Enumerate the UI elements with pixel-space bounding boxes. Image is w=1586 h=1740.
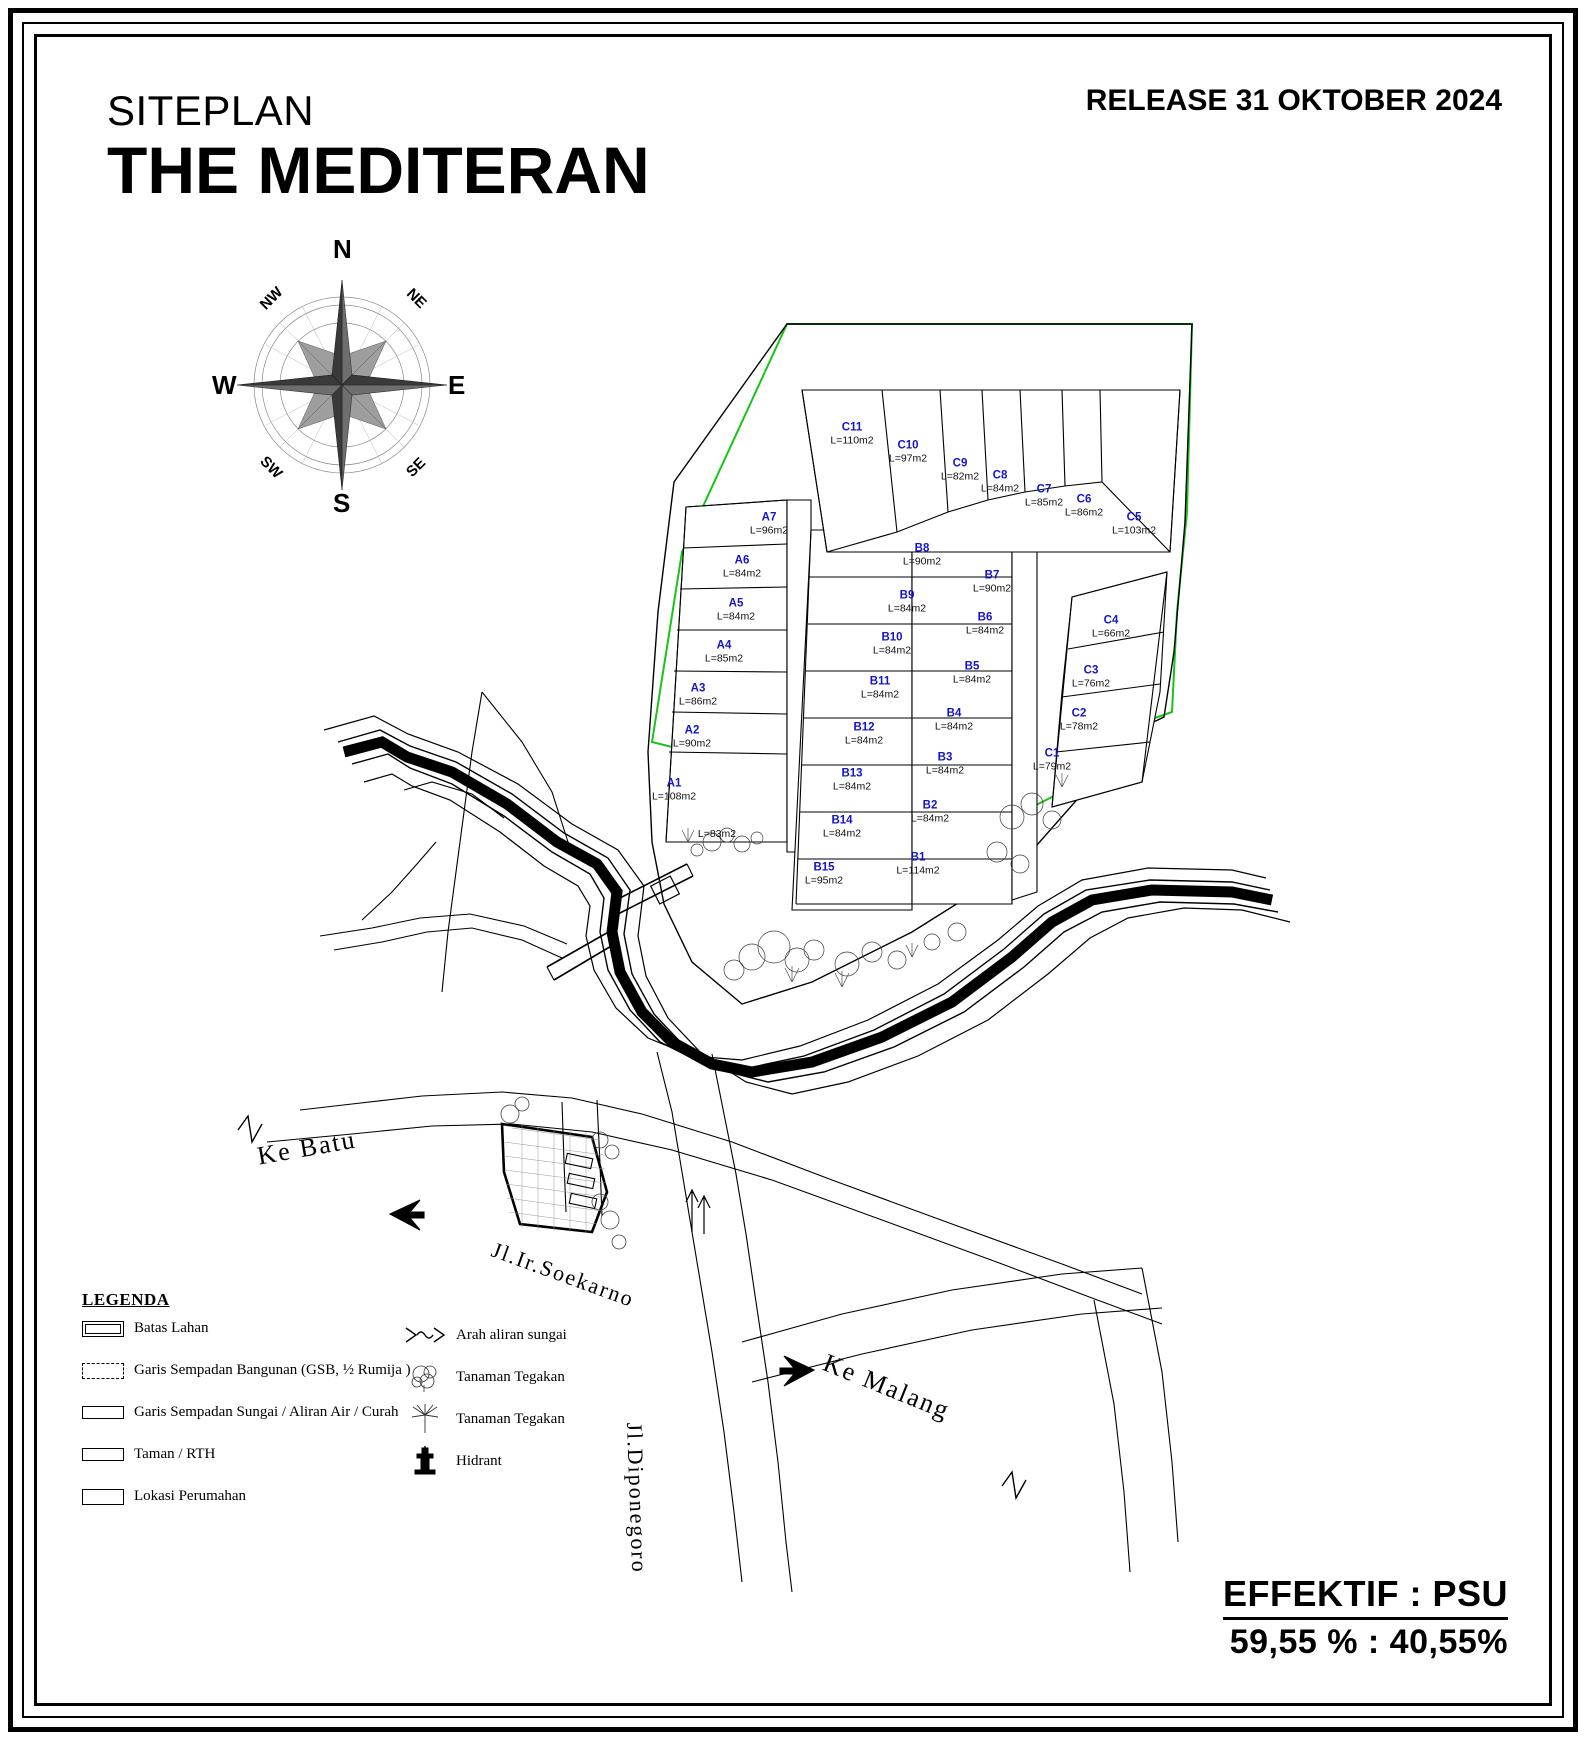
lot-b12: B12 L=84m2 bbox=[844, 721, 884, 747]
street-label-ke-malang: Ke Malang bbox=[819, 1348, 955, 1426]
block-c-top bbox=[802, 390, 1180, 552]
lot-a7: A7 L=96m2 bbox=[749, 511, 789, 537]
hydrant-icon bbox=[404, 1446, 446, 1476]
page-title: THE MEDITERAN bbox=[107, 133, 650, 207]
legend-label: Garis Sempadan Sungai / Aliran Air / Curah bbox=[134, 1404, 399, 1420]
lot-c9: C9 L=82m2 bbox=[940, 457, 980, 483]
lot-c2: C2 L=78m2 bbox=[1059, 707, 1099, 733]
compass-label-ne: NE bbox=[403, 285, 430, 312]
lot-b13: B13 L=84m2 bbox=[832, 767, 872, 793]
taman-rth bbox=[502, 1124, 607, 1233]
legend-label: Taman / RTH bbox=[134, 1446, 216, 1462]
effektif-label: EFFEKTIF : PSU bbox=[1223, 1573, 1508, 1620]
lot-a3: A3 L=86m2 bbox=[678, 682, 718, 708]
legend-label: Tanaman Tegakan bbox=[456, 1368, 565, 1385]
line-swatch bbox=[82, 1406, 124, 1419]
lot-b1: B1 L=114m2 bbox=[896, 851, 940, 877]
lot-b3: B3 L=84m2 bbox=[925, 751, 965, 777]
lot-b8: B8 L=90m2 bbox=[902, 542, 942, 568]
legend-item-taman-rth bbox=[82, 1446, 215, 1463]
lot-c5: C5 L=103m2 bbox=[1111, 511, 1157, 537]
lot-b11: B11 L=84m2 bbox=[860, 675, 900, 701]
compass-label-w: W bbox=[212, 370, 237, 400]
legend-item-sempadan-sungai bbox=[82, 1404, 399, 1421]
compass-label-n: N bbox=[333, 234, 352, 264]
legend-label: Arah aliran sungai bbox=[456, 1326, 567, 1343]
lot-a6: A6 L=84m2 bbox=[722, 554, 762, 580]
legend-item-arah-aliran-sungai bbox=[404, 1320, 567, 1350]
street-label-jl-diponegoro: Jl.Diponegoro bbox=[622, 1422, 653, 1575]
compass-label-s: S bbox=[333, 488, 351, 518]
lot-c6: C6 L=86m2 bbox=[1064, 493, 1104, 519]
lot-a2: A2 L=90m2 bbox=[672, 724, 712, 750]
tree-palm-icon bbox=[404, 1404, 446, 1434]
lot-c11: C11 L=110m2 bbox=[830, 421, 874, 447]
compass-label-se: SE bbox=[402, 454, 430, 481]
lot-a5: A5 L=84m2 bbox=[716, 597, 756, 623]
flow-arrow-icon bbox=[404, 1320, 446, 1350]
legend-item-gsb bbox=[82, 1362, 411, 1379]
lot-a4: A4 L=85m2 bbox=[704, 639, 744, 665]
lot-b14: B14 L=84m2 bbox=[822, 814, 862, 840]
lot-b2: B2 L=84m2 bbox=[910, 799, 950, 825]
compass-label-nw: NW bbox=[256, 283, 287, 314]
release-date: RELEASE 31 OKTOBER 2024 bbox=[1085, 84, 1502, 117]
legend-item-tanaman-tegakan-1 bbox=[404, 1362, 565, 1392]
street-label-jl-soekarno: Jl.Ir.Soekarno bbox=[488, 1237, 639, 1312]
block-b-left bbox=[792, 530, 912, 910]
effektif-psu-block bbox=[1223, 1573, 1508, 1662]
lot-a1: A1 L=108m2 bbox=[651, 777, 697, 803]
lot-b7: B7 L=90m2 bbox=[972, 569, 1012, 595]
tree-round-icon bbox=[404, 1362, 446, 1392]
block-c-right bbox=[1052, 572, 1167, 807]
block-b-right bbox=[912, 530, 1012, 904]
lot-b4: B4 L=84m2 bbox=[934, 707, 974, 733]
lot-c7: C7 L=85m2 bbox=[1024, 483, 1064, 509]
lot-b6: B6 L=84m2 bbox=[965, 611, 1005, 637]
legend-label: Garis Sempadan Bangunan (GSB, ½ Rumija ) bbox=[134, 1362, 411, 1378]
effektif-values: 59,55 % : 40,55% bbox=[1229, 1623, 1508, 1661]
legend-label: Lokasi Perumahan bbox=[134, 1488, 247, 1504]
lot-b5: B5 L=84m2 bbox=[952, 660, 992, 686]
double-line-swatch bbox=[82, 1321, 124, 1337]
lot-c3: C3 L=76m2 bbox=[1071, 664, 1111, 690]
legend-label: Batas Lahan bbox=[134, 1320, 209, 1336]
line-swatch bbox=[82, 1448, 124, 1461]
legend-title: LEGENDA bbox=[82, 1290, 170, 1309]
legend-item-lokasi-perumahan bbox=[82, 1488, 246, 1505]
legend-label: Tanaman Tegakan bbox=[456, 1410, 565, 1427]
legend-label: Hidrant bbox=[456, 1452, 502, 1469]
lot-c10: C10 L=97m2 bbox=[888, 439, 928, 465]
lot-c8: C8 L=84m2 bbox=[980, 469, 1020, 495]
compass-label-e: E bbox=[448, 370, 466, 400]
lot-b9: B9 L=84m2 bbox=[887, 589, 927, 615]
lot-c1: C1 L=79m2 bbox=[1032, 747, 1072, 773]
legend-item-batas-lahan bbox=[82, 1320, 209, 1337]
block-a bbox=[666, 500, 787, 842]
drawing-sheet bbox=[52, 52, 1534, 1688]
legend-item-tanaman-tegakan-2 bbox=[404, 1404, 565, 1434]
page-subtitle: SITEPLAN bbox=[107, 87, 315, 134]
street-label-ke-batu: Ke Batu bbox=[255, 1124, 359, 1171]
line-swatch bbox=[82, 1489, 124, 1505]
lot-b16: L=83m2 bbox=[697, 827, 737, 840]
legend-item-hidrant bbox=[404, 1446, 502, 1476]
dashed-line-swatch bbox=[82, 1363, 124, 1379]
lot-b15: B15 L=95m2 bbox=[804, 861, 844, 887]
lot-c4: C4 L=66m2 bbox=[1091, 614, 1131, 640]
legend bbox=[82, 1290, 602, 1520]
compass-label-sw: SW bbox=[256, 452, 286, 483]
lot-b10: B10 L=84m2 bbox=[872, 631, 912, 657]
